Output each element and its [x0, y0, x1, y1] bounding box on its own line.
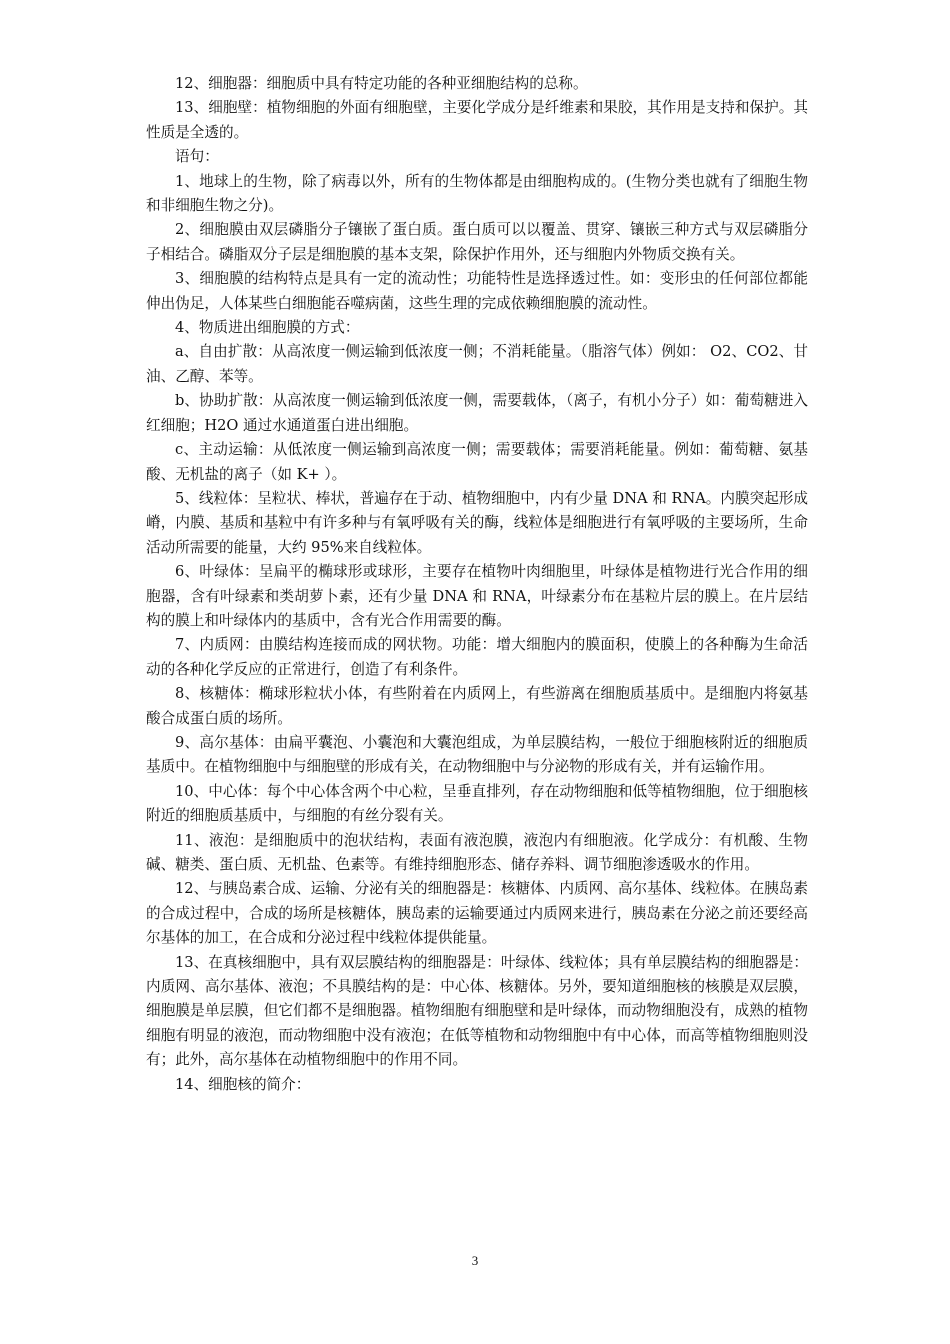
paragraph: b、协助扩散：从高浓度一侧运输到低浓度一侧，需要载体，（离子，有机小分子）如：葡萄糖进入红细胞；H2O 通过水通道蛋白进出细胞。	[146, 392, 808, 434]
paragraph: 7、内质网：由膜结构连接而成的网状物。功能：增大细胞内的膜面积，使膜上的各种酶为生命活动的各种化学反应的正常进行，创造了有利条件。	[146, 636, 808, 678]
paragraph: 12、与胰岛素合成、运输、分泌有关的细胞器是：核糖体、内质网、高尔基体、线粒体。在胰岛素的合成过程中，合成的场所是核糖体，胰岛素的运输要通过内质网来进行，胰岛素在分泌之前还要经高尔基体的加工，在合成和分泌过程中线粒体提供能量。	[146, 880, 808, 947]
body-text	[146, 72, 808, 1097]
paragraph: 10、中心体：每个中心体含两个中心粒，呈垂直排列，存在动物细胞和低等植物细胞，位于细胞核附近的细胞质基质中，与细胞的有丝分裂有关。	[146, 782, 808, 825]
paragraph: 3、细胞膜的结构特点是具有一定的流动性；功能特性是选择透过性。如：变形虫的任何部位都能伸出伪足，人体某些白细胞能吞噬病菌，这些生理的完成依赖细胞膜的流动性。	[146, 270, 808, 312]
paragraph: 13、在真核细胞中，具有双层膜结构的细胞器是：叶绿体、线粒体；具有单层膜结构的细胞器是：内质网、高尔基体、液泡；不具膜结构的是：中心体、核糖体。另外，要知道细胞核的核膜是双层膜，细胞膜是单层膜，但它们都不是细胞器。植物细胞有细胞壁和是叶绿体，而动物细胞没有，成熟的植物细胞有明显的液泡，而动物细胞中没有液泡；在低等植物和动物细胞中有中心体，而高等植物细胞则没有；此外，高尔基体在动植物细胞中的作用不同。	[146, 953, 808, 1069]
paragraph: c、主动运输：从低浓度一侧运输到高浓度一侧；需要载体；需要消耗能量。例如：葡萄糖、氨基酸、无机盐的离子（如 K+ ）。	[146, 441, 808, 483]
paragraph: 8、核糖体：椭球形粒状小体，有些附着在内质网上，有些游离在细胞质基质中。是细胞内将氨基酸合成蛋白质的场所。	[146, 685, 808, 727]
section-heading: 语句：	[175, 148, 219, 166]
page-number: 3	[471, 1253, 479, 1268]
paragraph: 4、物质进出细胞膜的方式：	[175, 319, 360, 337]
paragraph: 6、叶绿体：呈扁平的椭球形或球形，主要存在植物叶肉细胞里，叶绿体是植物进行光合作用的细胞器，含有叶绿素和类胡萝卜素，还有少量 DNA 和 RNA，叶绿素分布在基粒片层的膜上。在片层结构的膜上和叶绿体内的基质中，含有光合作用需要的酶。	[146, 563, 808, 629]
paragraph: 12、细胞器：细胞质中具有特定功能的各种亚细胞结构的总称。	[175, 75, 588, 92]
paragraph: 9、高尔基体：由扁平囊泡、小囊泡和大囊泡组成，为单层膜结构，一般位于细胞核附近的细胞质基质中。在植物细胞中与细胞壁的形成有关，在动物细胞中与分泌物的形成有关，并有运输作用。	[146, 733, 808, 776]
paragraph: 1、地球上的生物，除了病毒以外，所有的生物体都是由细胞构成的。(生物分类也就有了细胞生物和非细胞生物之分)。	[146, 172, 808, 215]
paragraph: a、自由扩散：从高浓度一侧运输到低浓度一侧；不消耗能量。（脂溶气体）例如： O2、CO2、甘油、乙醇、苯等。	[146, 343, 808, 385]
paragraph: 11、液泡：是细胞质中的泡状结构，表面有液泡膜，液泡内有细胞液。化学成分：有机酸、生物碱、糖类、蛋白质、无机盐、色素等。有维持细胞形态、储存养料、调节细胞渗透吸水的作用。	[146, 831, 808, 873]
paragraph: 14、细胞核的简介：	[175, 1075, 311, 1093]
paragraph: 13、细胞壁：植物细胞的外面有细胞壁，主要化学成分是纤维素和果胶，其作用是支持和保护。其性质是全透的。	[146, 99, 808, 141]
paragraph: 2、细胞膜由双层磷脂分子镶嵌了蛋白质。蛋白质可以以覆盖、贯穿、镶嵌三种方式与双层磷脂分子相结合。磷脂双分子层是细胞膜的基本支架，除保护作用外，还与细胞内外物质交换有关。	[146, 221, 808, 263]
paragraph: 5、线粒体：呈粒状、棒状，普遍存在于动、植物细胞中，内有少量 DNA 和 RNA。内膜突起形成嵴，内膜、基质和基粒中有许多种与有氧呼吸有关的酶，线粒体是细胞进行有氧呼吸的主要场所，生命活动所需要的能量，大约 95%来自线粒体。	[146, 489, 808, 556]
